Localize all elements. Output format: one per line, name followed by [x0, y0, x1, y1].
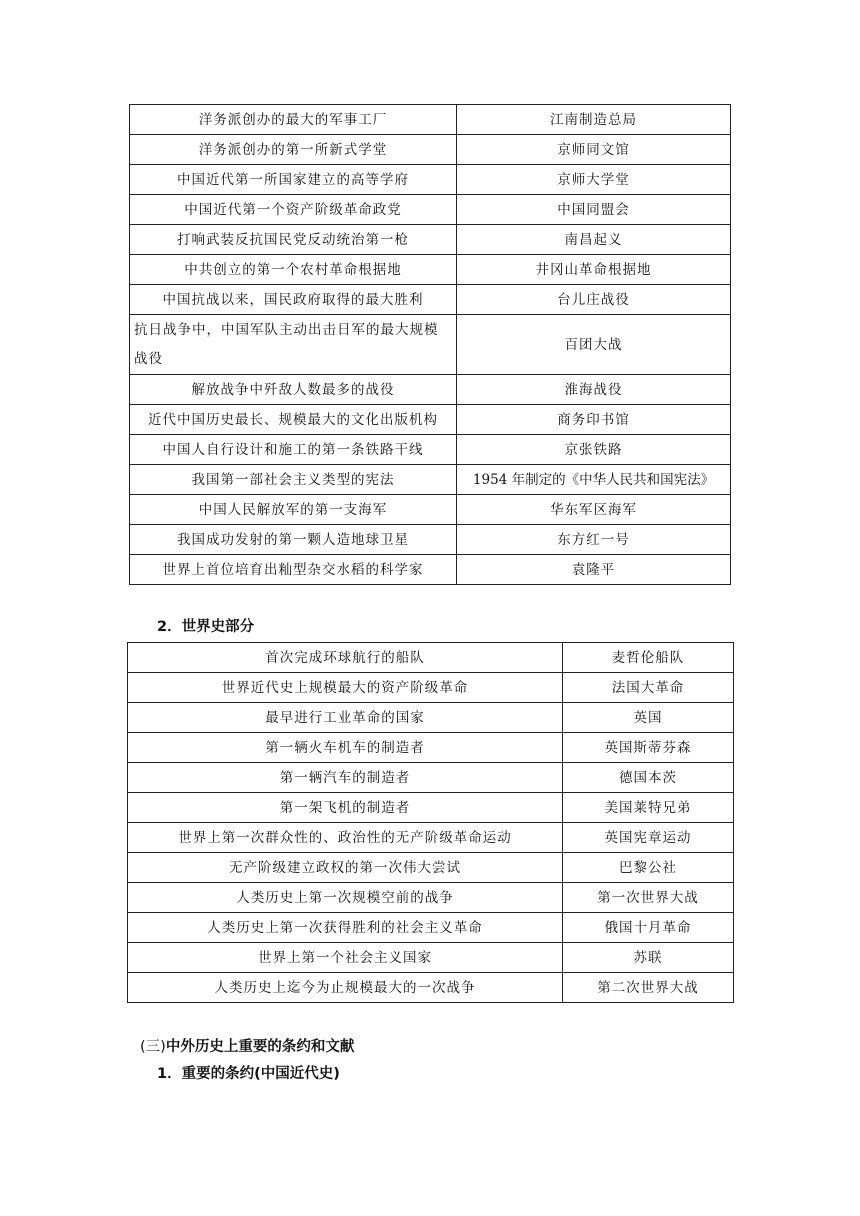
event-cell: 中国近代第一个资产阶级革命政党: [130, 195, 457, 225]
event-cell: 洋务派创办的第一所新式学堂: [130, 135, 457, 165]
section-heading-world-history: 2．世界史部分: [157, 619, 255, 635]
table-row: [130, 225, 731, 255]
event-cell: 我国第一部社会主义类型的宪法: [130, 465, 457, 495]
event-cell: 首次完成环球航行的船队: [128, 643, 563, 673]
answer-cell: 美国莱特兄弟: [563, 793, 734, 823]
event-cell: 我国成功发射的第一颗人造地球卫星: [130, 525, 457, 555]
event-cell: 解放战争中歼敌人数最多的战役: [130, 375, 457, 405]
table-row: [128, 733, 734, 763]
table-row: [130, 135, 731, 165]
section-heading-treaties: [140, 1035, 354, 1056]
table-row: [130, 555, 731, 585]
table-row: [128, 943, 734, 973]
table-row: [128, 763, 734, 793]
table-row: [128, 973, 734, 1003]
table-row: [128, 793, 734, 823]
answer-cell: 京师大学堂: [457, 165, 731, 195]
event-cell: 世界上第一次群众性的、政治性的无产阶级革命运动: [128, 823, 563, 853]
answer-cell: 英国: [563, 703, 734, 733]
event-cell: 打响武装反抗国民党反动统治第一枪: [130, 225, 457, 255]
event-cell: 世界上第一个社会主义国家: [128, 943, 563, 973]
answer-cell: 南昌起义: [457, 225, 731, 255]
table-row: [130, 495, 731, 525]
answer-cell: 巴黎公社: [563, 853, 734, 883]
table-row: [130, 255, 731, 285]
event-cell: 洋务派创办的最大的军事工厂: [130, 105, 457, 135]
event-cell: 中国人自行设计和施工的第一条铁路干线: [130, 435, 457, 465]
answer-cell: 英国宪章运动: [563, 823, 734, 853]
table-row: [130, 195, 731, 225]
table-row: [130, 405, 731, 435]
world-history-table: [127, 642, 734, 1003]
table-row: [130, 465, 731, 495]
china-history-table: [129, 104, 731, 585]
event-cell: 第一辆汽车的制造者: [128, 763, 563, 793]
answer-cell: 井冈山革命根据地: [457, 255, 731, 285]
table-row: [128, 703, 734, 733]
event-cell: 第一架飞机的制造者: [128, 793, 563, 823]
answer-cell: 淮海战役: [457, 375, 731, 405]
answer-cell: 华东军区海军: [457, 495, 731, 525]
event-cell: 中国抗战以来，国民政府取得的最大胜利: [130, 285, 457, 315]
answer-cell: 京师同文馆: [457, 135, 731, 165]
answer-cell: 1954 年制定的《中华人民共和国宪法》: [457, 465, 731, 495]
event-cell: 世界近代史上规模最大的资产阶级革命: [128, 673, 563, 703]
event-cell: 近代中国历史最长、规模最大的文化出版机构: [130, 405, 457, 435]
answer-cell: 法国大革命: [563, 673, 734, 703]
event-cell: 抗日战争中，中国军队主动出击日军的最大规模战役: [130, 315, 457, 375]
section-title: 中外历史上重要的条约和文献: [165, 1039, 355, 1055]
event-cell: 中共创立的第一个农村革命根据地: [130, 255, 457, 285]
answer-cell: 京张铁路: [457, 435, 731, 465]
answer-cell: 麦哲伦船队: [563, 643, 734, 673]
answer-cell: 英国斯蒂芬森: [563, 733, 734, 763]
answer-cell: 中国同盟会: [457, 195, 731, 225]
event-cell: 世界上首位培育出籼型杂交水稻的科学家: [130, 555, 457, 585]
subsection-heading-modern-treaties: 1．重要的条约(中国近代史): [157, 1066, 340, 1082]
answer-cell: 第二次世界大战: [563, 973, 734, 1003]
table-row: [128, 673, 734, 703]
table-row: [128, 643, 734, 673]
answer-cell: 台儿庄战役: [457, 285, 731, 315]
table-row: [130, 525, 731, 555]
answer-cell: 江南制造总局: [457, 105, 731, 135]
event-cell: 人类历史上迄今为止规模最大的一次战争: [128, 973, 563, 1003]
table-row: [128, 823, 734, 853]
answer-cell: 袁隆平: [457, 555, 731, 585]
section-number: (三): [140, 1039, 166, 1055]
table-row: [130, 315, 731, 375]
table-row: [130, 285, 731, 315]
answer-cell: 苏联: [563, 943, 734, 973]
event-cell: 中国近代第一所国家建立的高等学府: [130, 165, 457, 195]
event-cell: 第一辆火车机车的制造者: [128, 733, 563, 763]
answer-cell: 德国本茨: [563, 763, 734, 793]
answer-cell: 第一次世界大战: [563, 883, 734, 913]
table-row: [130, 105, 731, 135]
answer-cell: 商务印书馆: [457, 405, 731, 435]
table-row: [128, 883, 734, 913]
table-row: [130, 375, 731, 405]
table-row: [130, 165, 731, 195]
answer-cell: 俄国十月革命: [563, 913, 734, 943]
event-cell: 最早进行工业革命的国家: [128, 703, 563, 733]
event-cell: 无产阶级建立政权的第一次伟大尝试: [128, 853, 563, 883]
table-row: [128, 913, 734, 943]
answer-cell: 东方红一号: [457, 525, 731, 555]
answer-cell: 百团大战: [457, 315, 731, 375]
event-cell: 人类历史上第一次规模空前的战争: [128, 883, 563, 913]
event-cell: 中国人民解放军的第一支海军: [130, 495, 457, 525]
table-row: [128, 853, 734, 883]
table-row: [130, 435, 731, 465]
event-cell: 人类历史上第一次获得胜利的社会主义革命: [128, 913, 563, 943]
